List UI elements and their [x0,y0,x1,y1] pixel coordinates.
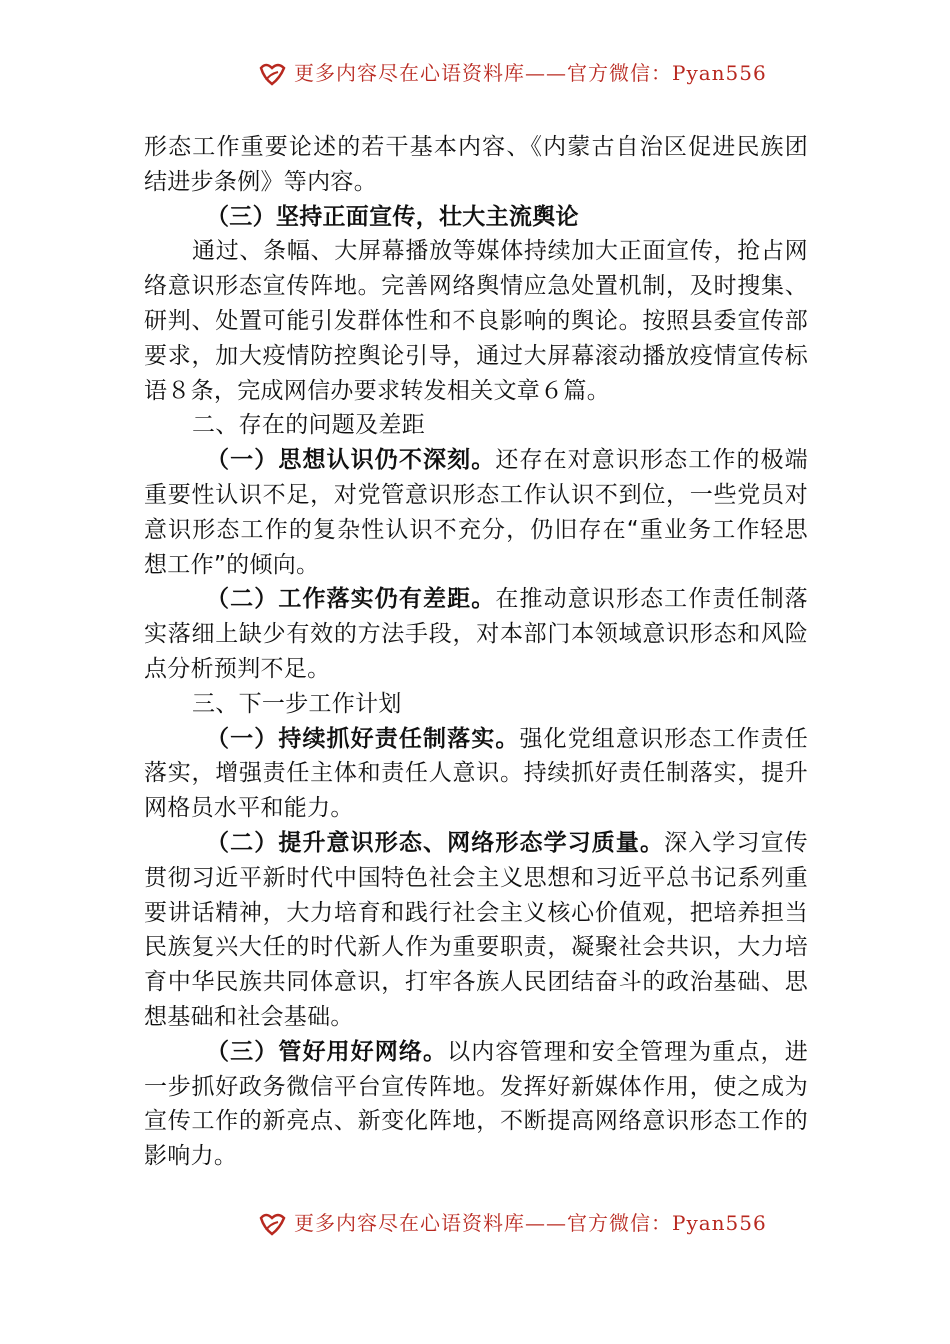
heading-positive-publicity: （三）坚持正面宣传，壮大主流舆论 [206,203,579,230]
paragraph-plan-2 [144,826,808,1035]
document-body [144,130,808,1174]
plan-2-body: 深入学习宣传贯彻习近平新时代中国特色社会主义思想和习近平总书记系列重要讲话精神，大力培育和践行社会主义核心价值观，把培养担当民族复兴大任的时代新人作为重要职责，凝聚社会共识，大力培育中华民族共同体意识，打牢各族人民团结奋斗的政治基础、思想基础和社会基础。 [144,829,808,1030]
paragraph-problem-2 [144,582,808,686]
watermark-text: 更多内容尽在心语资料库——官方微信：Pyan556 [294,61,767,85]
problem-1-body: 还存在对意识形态工作的极端重要性认识不足，对党管意识形态工作认识不到位，一些党员对意识形态工作的复杂性认识不充分，仍旧存在“重业务工作轻思想工作”的倾向。 [144,447,808,578]
paragraph-problem-1 [144,443,808,582]
problem-2-body: 在推动意识形态工作责任制落实落细上缺少有效的方法手段，对本部门本领域意识形态和风险点分析预判不足。 [144,586,808,682]
paragraph-plan-3 [144,1035,808,1174]
watermark-logo-icon [258,60,288,86]
problem-1-title: （一）思想认识仍不深刻。 [206,447,496,474]
plan-1-body: 强化党组意识形态工作责任落实，增强责任主体和责任人意识。持续抓好责任制落实，提升网格员水平和能力。 [144,725,808,822]
plan-2-title: （二）提升意识形态、网络形态学习质量。 [206,829,665,856]
paragraph-publicity: 通过、条幅、大屏幕播放等媒体持续加大正面宣传，抢占网络意识形态宣传阵地。完善网络舆情应急处置机制，及时搜集、研判、处置可能引发群体性和不良影响的舆论。按照县委宣传部要求，加大疫情防控舆论引导，通过大屏幕滚动播放疫情宣传标语８条，完成网信办要求转发相关文章６篇。 [144,238,808,404]
paragraph-plan-1 [144,722,808,826]
plan-3-body: 以内容管理和安全管理为重点，进一步抓好政务微信平台宣传阵地。发挥好新媒体作用，使之成为宣传工作的新亮点、新变化阵地，不断提高网络意识形态工作的影响力。 [144,1038,808,1170]
section-heading-problems: 二、存在的问题及差距 [192,412,425,439]
paragraph-continuation: 形态工作重要论述的若干基本内容、《内蒙古自治区促进民族团结进步条例》等内容。 [144,134,808,195]
watermark-header [0,48,950,88]
watermark-logo-icon [258,1210,288,1236]
plan-1-title: （一）持续抓好责任制落实。 [206,725,520,752]
section-heading-next-steps: 三、下一步工作计划 [192,690,402,717]
plan-3-title: （三）管好用好网络。 [206,1038,448,1065]
watermark-footer [0,1198,950,1238]
watermark-text: 更多内容尽在心语资料库——官方微信：Pyan556 [294,1211,767,1235]
problem-2-title: （二）工作落实仍有差距。 [206,586,496,613]
